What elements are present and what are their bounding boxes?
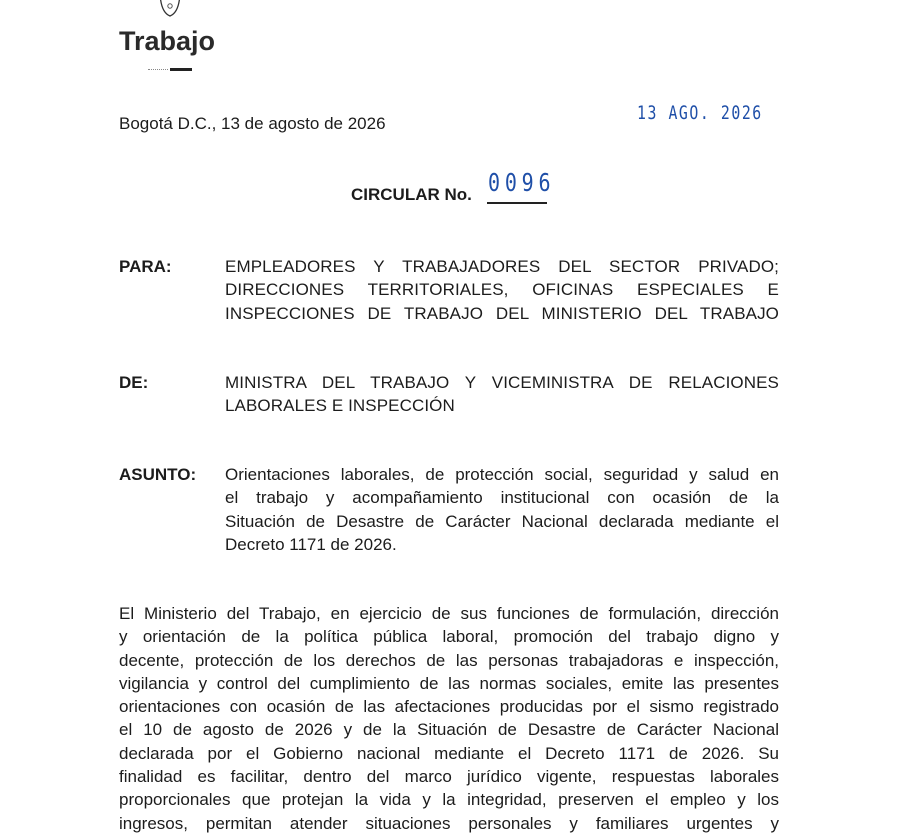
para-recipients — [225, 255, 779, 325]
body-line: y orientación de la política pública laboral, promoción del trabajo digno y — [119, 627, 779, 647]
asunto-line: Situación de Desastre de Carácter Nacional declarada mediante el — [225, 511, 779, 531]
asunto-line: Orientaciones laborales, de protección social, seguridad y salud en — [225, 465, 779, 484]
body-paragraph — [119, 602, 779, 835]
asunto-text — [225, 463, 779, 556]
para-line: EMPLEADORES Y TRABAJADORES DEL SECTOR PRIVADO; — [225, 257, 779, 276]
circular-number-underline — [487, 202, 547, 204]
body-line: declarada por el Gobierno nacional mediante el Decreto 1171 de 2026. Su — [119, 743, 779, 763]
date-stamp: 13 AGO. 2026 — [637, 102, 763, 124]
body-line: finalidad es facilitar, dentro del marco jurídico vigente, respuestas laborales — [119, 767, 779, 787]
logo-dotted-rule — [148, 69, 168, 71]
body-line: decente, protección de los derechos de las personas trabajadoras e inspección, — [119, 650, 779, 670]
logo-rule — [170, 68, 192, 71]
body-line: ingresos, permitan atender situaciones personales y familiares urgentes y — [119, 813, 779, 833]
de-label: DE: — [119, 373, 149, 392]
body-line: orientaciones con ocasión de las afectaciones producidas por el sismo registrado — [119, 697, 779, 717]
body-line: vigilancia y control del cumplimiento de las normas sociales, emite las presentes — [119, 673, 779, 693]
asunto-line: Decreto 1171 de 2026. — [225, 534, 397, 554]
circular-label: CIRCULAR No. — [351, 185, 472, 204]
document-date: Bogotá D.C., 13 de agosto de 2026 — [119, 114, 386, 133]
asunto-label: ASUNTO: — [119, 465, 197, 484]
para-label: PARA: — [119, 257, 172, 276]
ministry-logo-text: Trabajo — [119, 26, 216, 56]
body-line: El Ministerio del Trabajo, en ejercicio de sus funciones de formulación, dirección — [119, 604, 779, 623]
para-line: DIRECCIONES TERRITORIALES, OFICINAS ESPECIALES E — [225, 280, 779, 300]
para-line: INSPECCIONES DE TRABAJO DEL MINISTERIO DEL TRABAJO — [225, 303, 779, 323]
body-line: el 10 de agosto de 2026 y de la Situación de Desastre de Carácter Nacional — [119, 720, 779, 740]
circular-number-stamp: 0096 — [488, 168, 556, 197]
body-line: proporcionales que protejan la vida y la integridad, preserven el empleo y los — [119, 790, 779, 810]
de-line: MINISTRA DEL TRABAJO Y VICEMINISTRA DE RELACIONES — [225, 373, 779, 392]
de-line: LABORALES E INSPECCIÓN — [225, 396, 455, 416]
coat-of-arms-icon — [150, 0, 190, 22]
de-senders — [225, 371, 779, 418]
asunto-line: el trabajo y acompañamiento institucional con ocasión de la — [225, 488, 779, 508]
